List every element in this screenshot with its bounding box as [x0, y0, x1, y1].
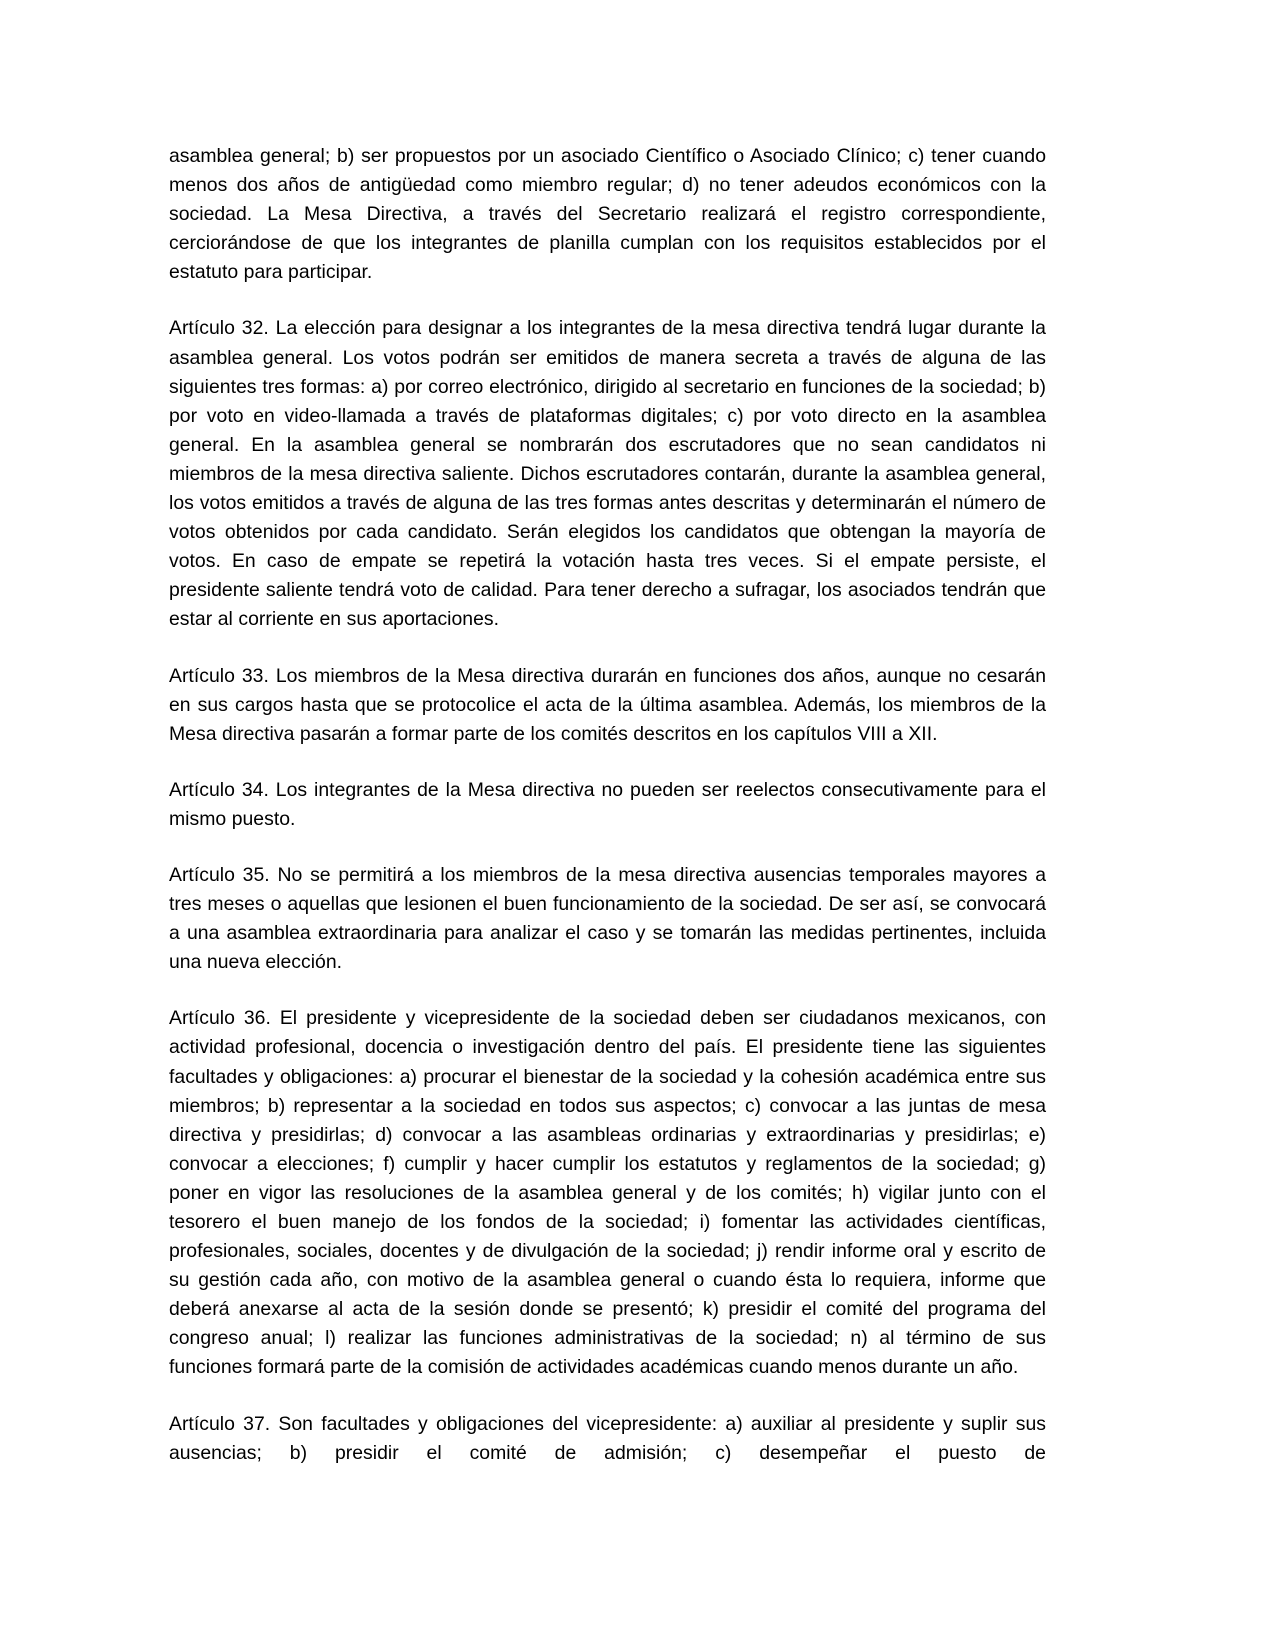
paragraph-articulo-37: Artículo 37. Son facultades y obligaciones del vicepresidente: a) auxiliar al presidente y suplir sus ausencias; b) presidir el comité de admisión; c) desempeñar el puesto de [169, 1412, 1046, 1464]
paragraph-articulo-34: Artículo 34. Los integrantes de la Mesa directiva no pueden ser reelectos consecutivamente para el mismo puesto. [169, 778, 1046, 830]
paragraph-articulo-31-continuacion: asamblea general; b) ser propuestos por un asociado Científico o Asociado Clínico; c) tener cuando menos dos años de antigüedad como miembro regular; d) no tener adeudos económicos con la sociedad. La Mesa Directiva, a través del Secretario realizará el registro correspondiente, cerciorándose de que los integrantes de planilla cumplan con los requisitos establecidos por el estatuto para participar. [169, 145, 1046, 284]
paragraph-articulo-35: Artículo 35. No se permitirá a los miembros de la mesa directiva ausencias temporales mayores a tres meses o aquellas que lesionen el buen funcionamiento de la sociedad. De ser así, se convocará a una asamblea extraordinaria para analizar el caso y se tomarán las medidas pertinentes, incluida una nueva elección. [169, 863, 1046, 974]
paragraph-articulo-36: Artículo 36. El presidente y vicepresidente de la sociedad deben ser ciudadanos mexicanos, con actividad profesional, docencia o investigación dentro del país. El presidente tiene las siguientes facultades y obligaciones: a) procurar el bienestar de la sociedad y la cohesión académica entre sus miembros; b) representar a la sociedad en todos sus aspectos; c) convocar a las juntas de mesa directiva y presidirlas; d) convocar a las asambleas ordinarias y extraordinarias y presidirlas; e) convocar a elecciones; f) cumplir y hacer cumplir los estatutos y reglamentos de la sociedad; g) poner en vigor las resoluciones de la asamblea general y de los comités; h) vigilar junto con el tesorero el buen manejo de los fondos de la sociedad; i) fomentar las actividades científicas, profesionales, sociales, docentes y de divulgación de la sociedad; j) rendir informe oral y escrito de su gestión cada año, con motivo de la asamblea general o cuando ésta lo requiera, informe que deberá anexarse al acta de la sesión donde se presentó; k) presidir el comité del programa del congreso anual; l) realizar las funciones administrativas de la sociedad; n) al término de sus funciones formará parte de la comisión de actividades académicas cuando menos durante un año. [169, 1007, 1046, 1379]
paragraph-articulo-33: Artículo 33. Los miembros de la Mesa directiva durarán en funciones dos años, aunque no cesarán en sus cargos hasta que se protocolice el acta de la última asamblea. Además, los miembros de la Mesa directiva pasarán a formar parte de los comités descritos en los capítulos VIII a XII. [169, 664, 1046, 745]
paragraph-articulo-32: Artículo 32. La elección para designar a los integrantes de la mesa directiva tendrá lugar durante la asamblea general. Los votos podrán ser emitidos de manera secreta a través de alguna de las siguientes tres formas: a) por correo electrónico, dirigido al secretario en funciones de la sociedad; b) por voto en video-llamada a través de plataformas digitales; c) por voto directo en la asamblea general. En la asamblea general se nombrarán dos escrutadores que no sean candidatos ni miembros de la mesa directiva saliente. Dichos escrutadores contarán, durante la asamblea general, los votos emitidos a través de alguna de las tres formas antes descritas y determinarán el número de votos obtenidos por cada candidato. Serán elegidos los candidatos que obtengan la mayoría de votos. En caso de empate se repetirá la votación hasta tres veces. Si el empate persiste, el presidente saliente tendrá voto de calidad. Para tener derecho a sufragar, los asociados tendrán que estar al corriente en sus aportaciones. [169, 317, 1046, 631]
page-text-body [169, 142, 1046, 1497]
